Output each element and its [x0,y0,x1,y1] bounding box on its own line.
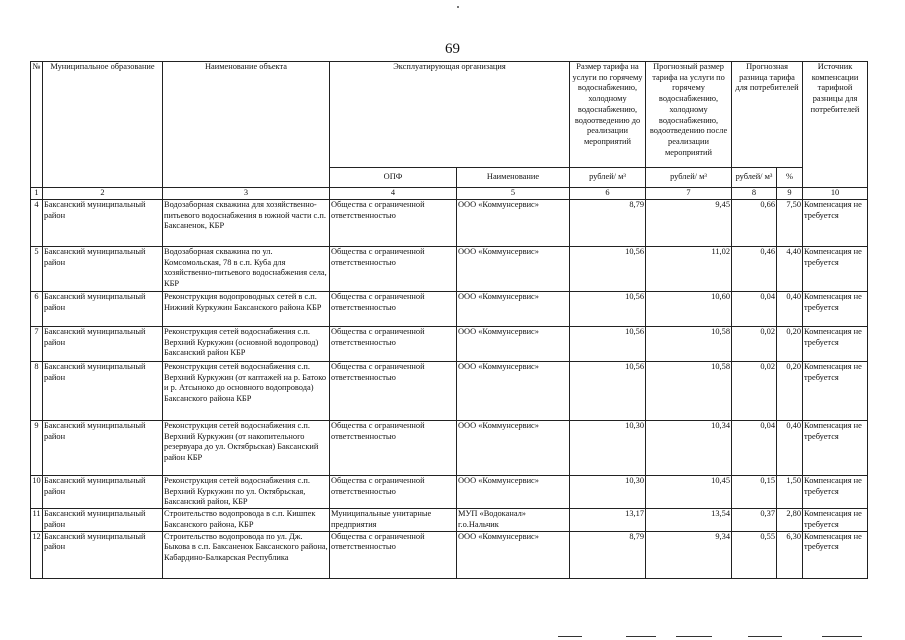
compensation-cell: Компенсация не требуется [803,531,868,578]
tariff-cell: 13,17 [570,509,646,531]
row-number: 10 [31,476,43,509]
forecast-tariff-cell: 9,45 [646,200,732,247]
page-number: 69 [445,41,460,57]
footer-rule [676,636,712,637]
column-number: 10 [803,188,868,200]
table-row [31,531,868,578]
org-name-cell: ООО «Коммунсервис» [457,531,570,578]
table-row [31,476,868,509]
header-num: № [31,62,43,188]
org-name-cell: ООО «Коммунсервис» [457,200,570,247]
compensation-cell: Компенсация не требуется [803,292,868,327]
tariff-cell: 10,56 [570,292,646,327]
table-body [31,200,868,579]
org-name-cell: ООО «Коммунсервис» [457,292,570,327]
compensation-cell: Компенсация не требуется [803,421,868,476]
org-name-cell: ООО «Коммунсервис» [457,476,570,509]
object-cell: Реконструкция сетей водоснабжения с.п. Верхний Куркужин (от накопительного резервуара до ул. Октябрьская) Баксанский район КБР [163,421,330,476]
difference-cell: 0,04 [732,421,777,476]
municipality-cell: Баксанский муниципальный район [43,200,163,247]
footer-rule [822,636,862,637]
column-number: 6 [570,188,646,200]
object-cell: Строительство водопровода по ул. Дж. Быкова в с.п. Баксаненок Баксанского района, Кабардино-Балкарская Республика [163,531,330,578]
difference-cell: 0,04 [732,292,777,327]
org-name-cell: ООО «Коммунсервис» [457,362,570,421]
forecast-tariff-cell: 10,58 [646,362,732,421]
forecast-tariff-cell: 9,34 [646,531,732,578]
municipality-cell: Баксанский муниципальный район [43,362,163,421]
municipality-cell: Баксанский муниципальный район [43,509,163,531]
difference-cell: 0,66 [732,200,777,247]
column-number: 9 [777,188,803,200]
tariff-cell: 8,79 [570,200,646,247]
opf-cell: Общества с ограниченной ответственностью [330,531,457,578]
object-cell: Реконструкция сетей водоснабжения с.п. Верхний Куркужин (от каптажей на р. Батоко и р. Атсыноко до основного водопровода) Баксанского района КБР [163,362,330,421]
percent-cell: 4,40 [777,247,803,292]
row-number: 8 [31,362,43,421]
column-number: 5 [457,188,570,200]
row-number: 7 [31,327,43,362]
header-tariff: Размер тарифа на услуги по горячему водоснабжению, холодному водоснабжению, водоотведению до реализации мероприятий [570,62,646,168]
percent-cell: 7,50 [777,200,803,247]
tariff-cell: 10,30 [570,476,646,509]
opf-cell: Муниципальные унитарные предприятия [330,509,457,531]
row-number: 11 [31,509,43,531]
object-cell: Водозаборная скважина для хозяйственно-питьевого водоснабжения в южной части с.п. Баксаненок, КБР [163,200,330,247]
forecast-tariff-cell: 10,60 [646,292,732,327]
org-name-cell: ООО «Коммунсервис» [457,247,570,292]
difference-cell: 0,55 [732,531,777,578]
unit-difference: рублей/ м³ [732,168,777,188]
org-name-cell: ООО «Коммунсервис» [457,421,570,476]
row-number: 4 [31,200,43,247]
table-header [31,62,868,200]
forecast-tariff-cell: 11,02 [646,247,732,292]
difference-cell: 0,37 [732,509,777,531]
percent-cell: 0,40 [777,421,803,476]
percent-cell: 6,30 [777,531,803,578]
footer-rule [558,636,582,637]
column-number: 4 [330,188,457,200]
difference-cell: 0,46 [732,247,777,292]
footer-rule [626,636,656,637]
opf-cell: Общества с ограниченной ответственностью [330,421,457,476]
municipality-cell: Баксанский муниципальный район [43,327,163,362]
percent-cell: 2,80 [777,509,803,531]
table-row [31,292,868,327]
column-number-row [31,188,868,200]
scan-speck [457,6,459,8]
municipality-cell: Баксанский муниципальный район [43,421,163,476]
unit-forecast: рублей/ м³ [646,168,732,188]
table-row [31,247,868,292]
table-row [31,200,868,247]
row-number: 12 [31,531,43,578]
compensation-cell: Компенсация не требуется [803,247,868,292]
header-compensation-source: Источник компенсации тарифной разницы для потребителей [803,62,868,188]
municipality-cell: Баксанский муниципальный район [43,476,163,509]
compensation-cell: Компенсация не требуется [803,327,868,362]
header-forecast-tariff: Прогнозный размер тарифа на услуги по горячему водоснабжению, холодному водоснабжению, водоотведению после реализации мероприятий [646,62,732,168]
opf-cell: Общества с ограниченной ответственностью [330,327,457,362]
object-cell: Строительство водопровода в с.п. Кишпек Баксанского района, КБР [163,509,330,531]
opf-cell: Общества с ограниченной ответственностью [330,292,457,327]
object-cell: Реконструкция сетей водоснабжения с.п. Верхний Куркужин по ул. Октябрьская, Баксанский район, КБР [163,476,330,509]
difference-cell: 0,15 [732,476,777,509]
municipality-cell: Баксанский муниципальный район [43,292,163,327]
compensation-cell: Компенсация не требуется [803,476,868,509]
object-cell: Реконструкция сетей водоснабжения с.п. Верхний Куркужин (основной водопровод) Баксанский район КБР [163,327,330,362]
tariff-cell: 10,56 [570,362,646,421]
row-number: 6 [31,292,43,327]
percent-cell: 0,20 [777,362,803,421]
table-row [31,362,868,421]
header-tariff-difference: Прогнозная разница тарифа для потребителей [732,62,803,168]
object-cell: Водозаборная скважина по ул. Комсомольская, 78 в с.п. Куба для хозяйственно-питьевого водоснабжения села, КБР [163,247,330,292]
opf-cell: Общества с ограниченной ответственностью [330,247,457,292]
compensation-cell: Компенсация не требуется [803,362,868,421]
percent-cell: 0,40 [777,292,803,327]
header-municipality: Муниципальное образование [43,62,163,188]
forecast-tariff-cell: 10,58 [646,327,732,362]
tariff-cell: 8,79 [570,531,646,578]
column-number: 8 [732,188,777,200]
forecast-tariff-cell: 13,54 [646,509,732,531]
header-org-name: Наименование [457,168,570,188]
column-number: 1 [31,188,43,200]
header-object: Наименование объекта [163,62,330,188]
header-operating-org: Эксплуатирующая организация [330,62,570,168]
percent-cell: 1,50 [777,476,803,509]
opf-cell: Общества с ограниченной ответственностью [330,476,457,509]
tariff-cell: 10,30 [570,421,646,476]
opf-cell: Общества с ограниченной ответственностью [330,362,457,421]
difference-cell: 0,02 [732,327,777,362]
table-row [31,327,868,362]
tariff-cell: 10,56 [570,327,646,362]
compensation-cell: Компенсация не требуется [803,509,868,531]
unit-percent: % [777,168,803,188]
difference-cell: 0,02 [732,362,777,421]
row-number: 5 [31,247,43,292]
org-name-cell: МУП «Водоканал» г.о.Нальчик [457,509,570,531]
column-number: 7 [646,188,732,200]
unit-tariff: рублей/ м³ [570,168,646,188]
footer-rule [748,636,782,637]
compensation-cell: Компенсация не требуется [803,200,868,247]
percent-cell: 0,20 [777,327,803,362]
municipality-cell: Баксанский муниципальный район [43,247,163,292]
municipality-cell: Баксанский муниципальный район [43,531,163,578]
table-row [31,421,868,476]
table-row [31,509,868,531]
tariff-cell: 10,56 [570,247,646,292]
forecast-tariff-cell: 10,34 [646,421,732,476]
opf-cell: Общества с ограниченной ответственностью [330,200,457,247]
row-number: 9 [31,421,43,476]
column-number: 2 [43,188,163,200]
forecast-tariff-cell: 10,45 [646,476,732,509]
column-number: 3 [163,188,330,200]
object-cell: Реконструкция водопроводных сетей в с.п. Нижний Куркужин Баксанского района КБР [163,292,330,327]
header-org-opf: ОПФ [330,168,457,188]
tariff-table [30,61,868,579]
org-name-cell: ООО «Коммунсервис» [457,327,570,362]
